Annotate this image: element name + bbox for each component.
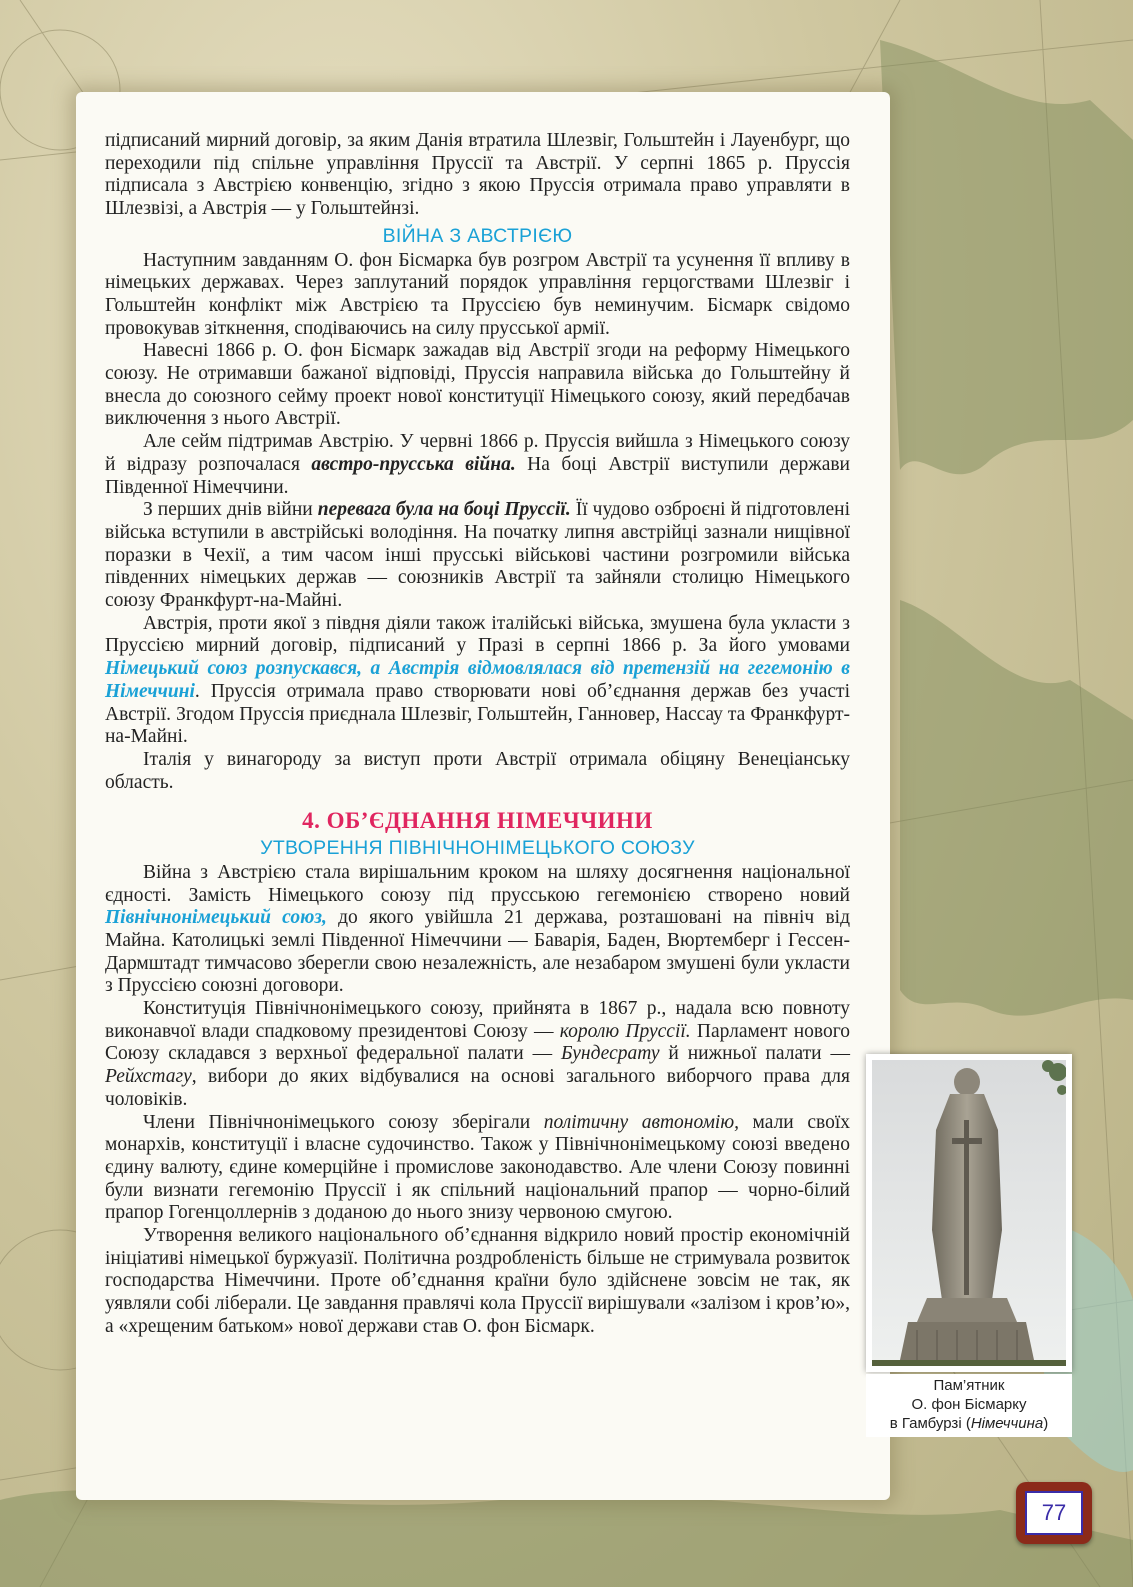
page-number-badge <box>1016 1482 1092 1544</box>
unification-paragraph-3-text-a: Члени Північнонімецького союзу зберігали <box>143 1111 544 1133</box>
bismarck-monument-photo <box>866 1054 1072 1372</box>
unification-paragraph-3-text-c: мали своїх монархів, конституції і власне судочинство. Також у Північнонімецькому союзі введено єдину валюту, єдине комерційне і промислове законодавство. Але члени Союзу повинні були визнати гегемонію Пруссії і як спільний національний прапор — чорно-білий прапор Гогенцоллернів з доданою до нього знизу червоною смугою. <box>105 1111 850 1224</box>
political-autonomy-term: політичну автономію, <box>543 1111 739 1133</box>
war-paragraph-3 <box>105 431 850 499</box>
war-paragraph-1: Наступним завданням О. фон Бісмарка був розгром Австрії та усунення її впливу в німецьких державах. Через заплутаний порядок управління герцогствами Шлезвіг і Гольштейн конфлікт між Австрією та Пруссією був неминучим. Бісмарк свідомо провокував зіткнення, сподіваючись на силу прусської армії. <box>105 249 850 339</box>
war-paragraph-4-text-a: З перших днів війни <box>143 499 318 521</box>
unification-paragraph-4: Утворення великого національного об’єднання відкрило новий простір економічній ініціативі німецької буржуазії. Політична роздробленість більше не стримувала розвиток господарства Німеччини. Проте об’єднання країни було здійснене зовсім не так, як уявляли собі ліберали. Це завдання правлячі кола Пруссії вирішували «залізом і кров’ю», а «хрещеним батьком» нової держави став О. фон Бісмарк. <box>105 1225 850 1337</box>
north-german-union-term: Північнонімецький союз, <box>105 907 327 929</box>
caption-line-3 <box>866 1414 1072 1433</box>
caption-line-2: О. фон Бісмарку <box>911 1396 1027 1413</box>
war-paragraph-4 <box>105 499 850 613</box>
unification-paragraph-1 <box>105 862 850 998</box>
unification-paragraph-2-text-c: Парламент нового Союзу складався з верхньої федеральної палати — <box>105 1020 851 1065</box>
austro-prussian-war-term: австро-прусська війна. <box>311 453 516 475</box>
bundesrat-term: Бундесрату <box>560 1043 660 1065</box>
prussia-advantage-term: перевага була на боці Пруссії. <box>317 499 571 521</box>
war-with-austria-heading: ВІЙНА З АВСТРІЄЮ <box>382 224 573 247</box>
war-paragraph-6: Італія у винагороду за виступ проти Австрії отримала обіцяну Венеціанську область. <box>105 748 850 793</box>
photo-caption <box>866 1374 1072 1437</box>
war-paragraph-2: Навесні 1866 р. О. фон Бісмарк зажадав від Австрії згоди на реформу Німецького союзу. Не отримавши бажаної відповіді, Пруссія направила війська до Гольштейну й внесла до союзного сейму проект нової конституції Німецького союзу, який передбачав виключення з нього Австрії. <box>105 340 850 430</box>
reichstag-term: Рейхстагу <box>105 1066 192 1088</box>
war-paragraph-3-text-c: На боці Австрії виступили держави Південної Німеччини. <box>105 453 850 498</box>
unification-paragraph-2 <box>105 998 850 1112</box>
unification-paragraph-2-text-g: , вибори до яких відбувалися на основі загального виборчого права для чоловіків. <box>105 1066 850 1110</box>
unification-paragraph-2-text-a: Конституція Північнонімецького союзу, прийнята в 1867 р., надала всю повноту виконавчої влади спадковому президентові Союзу — <box>105 998 850 1042</box>
german-union-dissolved-term: Німецький союз розпускався, а Австрія відмовлялася від претензій на гегемонію в Німеччині <box>105 658 850 702</box>
unification-paragraph-3 <box>105 1112 850 1226</box>
war-paragraph-5-text-a: Австрія, проти якої з півдня діяли також італійські війська, змушена була укласти з Пруссією мирний договір, підписаний у Празі в серпні 1866 р. За його умовами <box>105 612 850 657</box>
war-paragraph-4-text-c: Її чудово озброєні й підготовлені війська вступили в австрійські володіння. На початку липня австрійці зазнали нищівної поразки в Чехії, а тим часом інші прусські військові частини розгромили війська південних німецьких держав — союзників Австрії та зайняли столицю Німецького союзу Франкфурт-на-Майні. <box>105 499 850 612</box>
main-text-column <box>105 130 850 1339</box>
caption-country: Німеччина <box>970 1415 1044 1432</box>
unification-section-heading: 4. ОБ’ЄДНАННЯ НІМЕЧЧИНИ <box>302 808 653 834</box>
unification-paragraph-1-text-c: до якого увійшла 21 держава, розташовані на північ від Майна. Католицькі землі Південної Німеччини — Баварія, Баден, Вюртемберг і Гессен-Дармштадт тимчасово зберегли свою незалежність, але незабаром змушені були укласти з Пруссією союзні договори. <box>105 907 851 997</box>
war-paragraph-5-text-c: . Пруссія отримала право створювати нові об’єднання держав без участі Австрії. Згодом Пруссія приєднала Шлезвіг, Гольштейн, Ганновер, Нассау та Франкфурт-на-Майні. <box>105 680 850 748</box>
unification-paragraph-2-text-e: й нижньої палати — <box>659 1043 850 1065</box>
unification-paragraph-1-text-a: Війна з Австрією стала вирішальним кроком на шляху досягнення національної єдності. Замість Німецького союзу під прусською гегемонією створено новий <box>105 861 850 906</box>
page-number: 77 <box>1025 1491 1083 1535</box>
caption-line-3-c: ) <box>1043 1415 1049 1432</box>
war-paragraph-3-text-a: Але сейм підтримав Австрію. У червні 1866 р. Пруссія вийшла з Німецького союзу й відразу розпочалася <box>105 431 850 475</box>
caption-line-1: Пам’ятник <box>933 1377 1005 1394</box>
caption-line-3-a: в Гамбурзі ( <box>889 1415 971 1432</box>
war-paragraph-5 <box>105 613 850 749</box>
king-of-prussia-term: королю Пруссії. <box>559 1020 691 1042</box>
monument-image <box>872 1060 1066 1366</box>
intro-paragraph: підписаний мирний договір, за яким Данія втратила Шлезвіг, Гольштейн і Лауенбург, що переходили під спільне управління Пруссії та Австрії. У серпні 1865 р. Пруссія підписала з Австрією конвенцію, згідно з якою Пруссія отримала право управляти в Шлезвізі, а Австрія — у Гольштейнзі. <box>105 130 850 220</box>
north-german-union-heading: УТВОРЕННЯ ПІВНІЧНОНІМЕЦЬКОГО СОЮЗУ <box>260 837 695 860</box>
